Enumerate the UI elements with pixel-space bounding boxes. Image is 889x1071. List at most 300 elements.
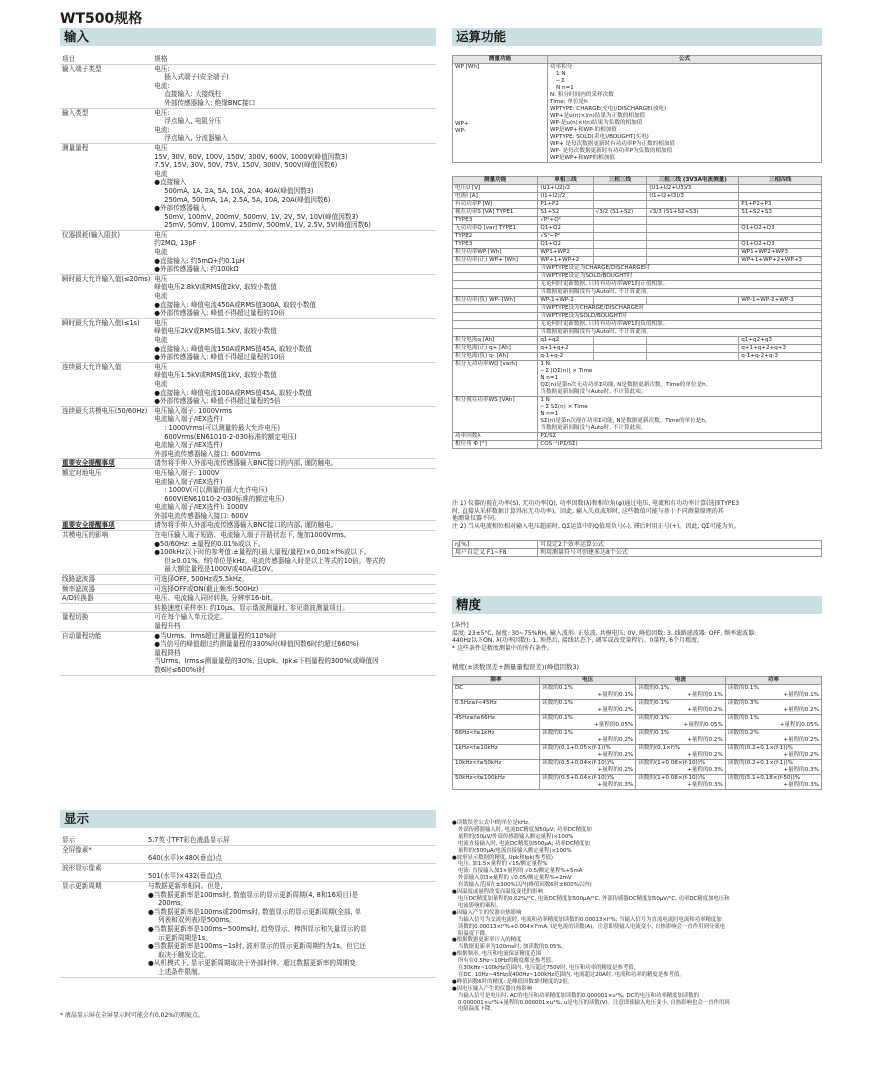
- accuracy-cell: [725, 685, 821, 700]
- display-spec-table: [60, 836, 436, 978]
- accuracy-cell: [636, 775, 726, 790]
- accuracy-reading: 读数的0.1%: [542, 685, 573, 691]
- spec-row: [60, 881, 436, 977]
- spec-line: 电流输入端子/IEX选件): [154, 415, 223, 424]
- accuracy-row: [453, 700, 822, 715]
- spec-line: 电压:: [154, 64, 170, 73]
- input-spec-table: [60, 55, 436, 676]
- accuracy-cell: [540, 730, 636, 745]
- wiring-row: [453, 337, 822, 345]
- wiring-cell: S1+S2: [538, 209, 593, 217]
- wp-formula-line: WP+ 是每次数据更新时有功功率P为正数的相加值: [550, 141, 676, 147]
- spec-line: 50mV, 100mV, 200mV, 500mV, 1V, 2V, 5V, 10V(峰值因数3): [164, 212, 359, 221]
- accuracy-col-header: 频率: [453, 677, 540, 685]
- wp-spacer: [455, 71, 545, 121]
- spec-line: 量程降档: [154, 648, 181, 657]
- wiring-cell: [593, 249, 647, 257]
- wp-col-formula: 公式: [548, 56, 822, 64]
- spec-row: [60, 863, 436, 881]
- wiring-row-label: 积分功率(正) WP+ [Wh]: [453, 257, 538, 265]
- wiring-row-label: 积分视在功率WS [VAh]: [453, 397, 538, 433]
- wiring-row-label: 积分电流(负) q- [Ah]: [453, 353, 538, 361]
- spec-line: ●100kHz以下时的参考值:±量程的(最大量程/量程)×0.001×f%或以下。: [154, 548, 371, 557]
- accuracy-frequency: 66Hz<f≤1kHz: [453, 730, 540, 745]
- spec-value: [152, 603, 436, 613]
- spec-key: 瞬时最大允许输入值(≤1s): [60, 318, 152, 362]
- spec-line: 电压:: [154, 108, 170, 117]
- spec-key: 全屏像素*: [60, 845, 146, 863]
- spec-key: A/D转换器: [60, 594, 152, 604]
- spec-row: [60, 845, 436, 863]
- wiring-row: [453, 289, 822, 297]
- compute-note-line: 时, 直接从采样数据计算得出无功功率)。因此, 输入失真波形时, 这些数值可能与基于不同测量原理的其: [452, 507, 724, 515]
- wiring-cell-note: 无论何时更新数据, 只将有功功率WP1的负值相加。: [538, 321, 822, 329]
- accuracy-reading: 读数的(0.5+0.04×(f-10))%: [542, 775, 615, 781]
- wiring-cell: √P²+Q²: [538, 217, 593, 225]
- spec-line: 请勿将手伸入外部电流传感器输入BNC接口的内部, 谨防触电。: [154, 521, 338, 530]
- accuracy-cell: [725, 715, 821, 730]
- accuracy-note-line: ●读数误差公式中f的单位是kHz。: [452, 820, 534, 826]
- wp-formula-line: WPTYPE: SOLD(卖电)/BOUGHT(买电): [550, 134, 649, 140]
- accuracy-notes: [452, 820, 822, 1013]
- accuracy-range: +量程的0.05%: [593, 722, 634, 728]
- spec-key: 连续最大共模电压(50/60Hz): [60, 406, 152, 459]
- wiring-cell: (U1+U2+U3)/3: [647, 185, 739, 193]
- spec-line: 600V(EN61010-2-030标准的额定电压): [164, 494, 285, 503]
- accuracy-frequency: 1kHz<f≤10kHz: [453, 745, 540, 760]
- accuracy-table: [452, 676, 822, 790]
- accuracy-row: [453, 760, 822, 775]
- spec-line: 可选择OFF, 500Hz或5.5kHz。: [154, 575, 248, 584]
- spec-line: 在电压输入端子短路、电流输入端子开路状态下, 施加1000Vrms。: [154, 531, 351, 540]
- accuracy-cell: [725, 760, 821, 775]
- wp-sub-label: WP-: [455, 128, 466, 134]
- accuracy-note-line: 在30kHz~100kHz范围内, 电压超过750V时, 电压和功率的精度是参考值。: [458, 965, 640, 972]
- accuracy-note-line: 在DC, 10Hz~45Hz或400Hz~100kHz范围内, 电流超过20A时, 电流和功率的精度是参考值。: [458, 971, 685, 978]
- spec-line: 电压: [154, 362, 168, 371]
- spec-line: ●当数据更新率是100ms或200ms时, 数值显示的显示更新周期(全部, 单: [148, 907, 362, 916]
- accuracy-reading: 读数的0.1%: [638, 700, 670, 706]
- wiring-cell: q-1+q-2: [538, 353, 593, 361]
- spec-line: 电压输入端子: 1000V: [154, 468, 220, 477]
- spec-key: [60, 603, 152, 613]
- spec-line: 直接输入: 大接线柱: [164, 90, 222, 99]
- wiring-row: [453, 305, 822, 313]
- accuracy-reading: 读数的(0.1×f)%: [638, 745, 681, 751]
- accuracy-condition-line: 温度: 23±5°C, 湿度: 30~75%RH, 输入波形: 正弦波, 共模电压: 0V, 峰值因数: 3, 线路滤波器: OFF, 频率滤波器:: [452, 629, 757, 637]
- display-footnote: * 液晶显示屏在全屏显示时可能会有0.02%的瑕疵点。: [60, 1012, 204, 1019]
- wiring-row-label: 积分功率(负) WP- [Wh]: [453, 297, 538, 305]
- spec-value: [152, 64, 436, 108]
- accuracy-note-line: 电阻温度下降。: [458, 1006, 496, 1013]
- accuracy-range: +量程的0.3%: [687, 767, 723, 773]
- wiring-cell: [647, 233, 739, 241]
- wiring-cell: q+1+q+2+q+3: [739, 345, 822, 353]
- wiring-cell: [593, 225, 647, 233]
- accuracy-note-line: ●因电压输入产生的仪器自热影响: [452, 985, 533, 992]
- accuracy-range: +量程的0.1%: [597, 692, 634, 698]
- spec-line: 示更新周期是1s。: [158, 933, 212, 942]
- spec-row: [60, 631, 436, 675]
- spec-line: 当Urms、Irms≤测量量程的30%, 且Upk、Ipk≤下档量程的300%(或峰值因: [154, 657, 379, 666]
- wiring-row-label: 积分电流(正) q+ [Ah]: [453, 345, 538, 353]
- accuracy-cell: [725, 745, 821, 760]
- spec-value: [152, 108, 436, 143]
- spec-line: 7.5V, 15V, 30V, 50V, 75V, 150V, 300V, 500V(峰值因数6): [154, 161, 338, 170]
- spec-line: 电压: [154, 230, 168, 239]
- spec-row: [60, 468, 436, 521]
- wiring-row-label: 功率因数λ: [453, 433, 538, 441]
- wiring-cell: [593, 185, 647, 193]
- accuracy-note-line: 读数的0.00013×I²%+0.004×I²mA, I是电流的读数(A)。注意即使输入电流变小, 自热影响会一直作用到分流电: [458, 923, 726, 930]
- wiring-row-label: TYPE2: [453, 233, 538, 241]
- compute-note-line: 注 1) 仪器的视在功率(S), 无功功率(Q), 功率因数(λ)和相位角(φ)通过电压, 电流和有功功率计算(选择TYPE3: [452, 500, 740, 507]
- accuracy-range: +量程的0.05%: [683, 722, 723, 728]
- spec-line: 外部电流传感器输入接口: 600V: [154, 511, 249, 520]
- spec-value: [152, 631, 436, 675]
- wiring-row: [453, 201, 822, 209]
- wiring-cell: Q1+Q2: [538, 225, 593, 233]
- wp-label: [453, 64, 548, 163]
- wiring-cell: [593, 297, 647, 305]
- accuracy-reading: 读数的(1+0.08×(f-10))%: [638, 775, 706, 781]
- accuracy-cell: [540, 700, 636, 715]
- wiring-row: [453, 345, 822, 353]
- accuracy-note-line: ●波形显示数据的精度, Upk和Ipk(参考值): [452, 854, 554, 861]
- wiring-formula-line: N n=1: [540, 411, 559, 417]
- wp-formula-line: WP是WP+和WP的相加值: [550, 155, 615, 161]
- accuracy-note-line: 电流影响的乘积。: [458, 902, 502, 909]
- wiring-row-label: TYPE3: [453, 217, 538, 225]
- spec-row: [60, 603, 436, 613]
- wiring-cell: [593, 353, 647, 361]
- spec-value: [146, 845, 436, 863]
- spec-line: ●从机模式下, 显示更新周期取决于外部时钟。超过数据更新率的周期变: [148, 959, 356, 968]
- accuracy-frequency: 45Hz≤f≤66Hz: [453, 715, 540, 730]
- wp-formula-line: WP+是u(n)×i(n)结果为正数的相加值: [550, 113, 646, 119]
- accuracy-range: +量程的0.3%: [783, 782, 819, 788]
- wp-main-label: WP [Wh]: [455, 64, 480, 70]
- spec-line: ●50/60Hz: ±量程的0.01%或以下。: [154, 539, 265, 548]
- wiring-cell-note: 当WPTYPE设定为CHARGE/DISCHARGE时: [538, 265, 822, 273]
- spec-line: 与数据更新率相同。但是,: [148, 881, 223, 890]
- wp-formula-line: ─ Σ: [556, 78, 565, 84]
- wiring-row: [453, 281, 822, 289]
- spec-row: [60, 594, 436, 604]
- wiring-row-label: 无功功率Q [var] TYPE1: [453, 225, 538, 233]
- accuracy-reading: 读数的(0.5+0.04×(f-10))%: [542, 760, 615, 766]
- spec-key: 自动量程功能: [60, 631, 152, 675]
- accuracy-reading: 读数的0.3%: [727, 700, 759, 706]
- wiring-header-row: [453, 177, 822, 185]
- accuracy-row: [453, 715, 822, 730]
- spec-line: 250mA, 500mA, 1A, 2.5A, 5A, 10A, 20A(峰值因数6): [164, 195, 331, 204]
- accuracy-range: +量程的0.2%: [597, 752, 634, 758]
- accuracy-frequency: 0.5Hz≤f<45Hz: [453, 700, 540, 715]
- spec-line: 电流: [154, 379, 168, 388]
- wiring-cell: [739, 185, 822, 193]
- compute-note-line: 注 2) 当从电流相位相对输入电压超前时, QΣ运算中的Q值用负号(-), 滞后时用正号(+)。因此, QΣ可能为负。: [452, 522, 740, 530]
- accuracy-condition-line: * 这些条件是精度测量中的所有条件。: [452, 644, 553, 652]
- wp-formula-line: 1 N: [556, 71, 566, 77]
- spec-value: [152, 613, 436, 631]
- accuracy-note-line: 电压: 加1.5×量程的 √15/额定量程%: [458, 861, 548, 868]
- wiring-cell: q1+q2+q3: [739, 337, 822, 345]
- wiring-row: [453, 353, 822, 361]
- wiring-cell: [739, 193, 822, 201]
- spec-line: 浮点输入, 电阻分压: [164, 117, 222, 126]
- spec-key: 额定对地电压: [60, 468, 152, 521]
- spec-line: ●直接输入: [154, 178, 187, 187]
- accuracy-range: +量程的0.1%: [783, 692, 819, 698]
- spec-header-row: [60, 55, 436, 64]
- accuracy-note-line: 外部传感器输入时, 电流DC精度加50μV; 功率DC精度加: [458, 826, 592, 833]
- accuracy-cell: [725, 700, 821, 715]
- accuracy-note-line: ●峰值因数6时的精度: 是峰值因数3时精度的2倍。: [452, 978, 573, 985]
- accuracy-range: +量程的0.2%: [597, 707, 634, 713]
- wp-col-function: 测量功能: [453, 56, 548, 64]
- accuracy-row: [453, 685, 822, 700]
- wiring-row: [453, 241, 822, 249]
- wiring-cell: WP1+WP2: [538, 249, 593, 257]
- wiring-cell: [647, 217, 739, 225]
- wiring-row-wq: [453, 361, 822, 397]
- spec-line: 浮点输入, 分流器输入: [164, 134, 228, 143]
- spec-row: [60, 459, 436, 469]
- wiring-cell: [593, 233, 647, 241]
- wiring-formula-line: ─ Σ SΣ(n) × Time: [540, 404, 588, 410]
- spec-line: ●外部传感器输入: [154, 204, 207, 213]
- wiring-row: [453, 441, 822, 449]
- spec-value: [152, 594, 436, 604]
- accuracy-frequency: 10kHz<f≤50kHz: [453, 760, 540, 775]
- spec-line: 外部传感器输入: 绝缘BNC接口: [164, 98, 256, 107]
- wiring-cell-note: 当WPTYPE设定为SOLD/BOUGHT时: [538, 273, 822, 281]
- wiring-row-label: 视在功率S [VA] TYPE1: [453, 209, 538, 217]
- spec-row: [60, 531, 436, 575]
- user-formula-value: 可设定2个效率运算公式: [538, 541, 822, 549]
- wiring-cell: [647, 225, 739, 233]
- spec-line: 电流输入端子/IEX选件): 1000V: [154, 503, 249, 512]
- spec-key: 输入端子类型: [60, 64, 152, 108]
- section-header-compute-label: 运算功能: [456, 29, 507, 44]
- accuracy-row: [453, 745, 822, 760]
- wiring-row-label: 积分电流q [Ah]: [453, 337, 538, 345]
- accuracy-cell: [725, 775, 821, 790]
- wiring-row: [453, 265, 822, 273]
- accuracy-range: +量程的0.05%: [779, 722, 819, 728]
- wp-formula-line: WP- 是每次数据更新时有功功率P为负数的相加值: [550, 148, 673, 154]
- wiring-cell: Q1+Q2+Q3: [739, 225, 822, 233]
- spec-line: 电流:: [154, 125, 170, 134]
- spec-line: 最大额定量程是1000V或40A或10V。: [164, 565, 278, 574]
- accuracy-note-line: 当数据更新率为100ms时, 加读数的0.05%。: [458, 944, 567, 951]
- accuracy-cell: [636, 685, 726, 700]
- spec-line: 500mA, 1A, 2A, 5A, 10A, 20A, 40A(峰值因数3): [164, 186, 314, 195]
- accuracy-reading: 读数的0.1%: [542, 730, 573, 736]
- accuracy-frequency: 50kHz<f≤100kHz: [453, 775, 540, 790]
- wiring-cell: (U1+U2)/2: [538, 185, 593, 193]
- wiring-cell: [593, 217, 647, 225]
- accuracy-note-line: 电流直接输入时, 电流DC精度加500μA; 功率DC精度加: [458, 840, 590, 847]
- section-header-display: [60, 810, 436, 828]
- user-formula-key: η[%]: [453, 541, 538, 549]
- wiring-cell: [739, 217, 822, 225]
- accuracy-note-line: 电流: 直接输入加3×量程的 √0.5/额定量程%+5mA: [458, 868, 583, 875]
- wiring-col-header: 三相三线: [593, 177, 647, 185]
- wp-formula-line: Time: 单位是h: [550, 99, 588, 105]
- accuracy-condition-label: [条件]: [452, 622, 469, 629]
- spec-line: 25mV, 50mV, 100mV, 250mV, 500mV, 1V, 2.5V, 5V(峰值因数6): [164, 221, 371, 230]
- spec-line: 外部电流传感器输入接口: 600Vrms: [154, 449, 261, 458]
- wp-formula-line: N: 积分时间内的采样次数: [550, 92, 614, 98]
- spec-line: [148, 846, 434, 855]
- accuracy-cell: [540, 685, 636, 700]
- accuracy-note-line: 量程的(500μA/电流直接输入额定量程)×100%: [458, 847, 572, 854]
- compute-wiring-table: [452, 176, 822, 449]
- wiring-cell: [647, 297, 739, 305]
- spec-value: [152, 362, 436, 406]
- accuracy-note-line: 有效输入范围在±300%以内(峰值因数6时±600%以内): [458, 882, 592, 889]
- spec-key: 仪器损耗(输入阻抗): [60, 230, 152, 274]
- wiring-row-label: 积分功率WP [Wh]: [453, 249, 538, 257]
- wiring-row: [453, 193, 822, 201]
- wiring-cell-note: 当WPTYPE设为SOLD/BOUGHT时: [538, 313, 822, 321]
- accuracy-range: +量程的0.2%: [597, 767, 634, 773]
- wiring-formula-line: QΣ(n)是第n次无功功率Σ功能, N是数据更新次数。Time的单位是h。: [540, 382, 712, 388]
- spec-line: 200ms。: [158, 899, 188, 908]
- spec-row: [60, 575, 436, 585]
- accuracy-frequency: DC: [453, 685, 540, 700]
- accuracy-cell: [636, 760, 726, 775]
- wiring-cell: [647, 201, 739, 209]
- accuracy-note-line: ●根据频率, 电压和电流保证精度范围: [452, 951, 541, 958]
- wiring-cell: [453, 289, 538, 297]
- accuracy-row: [453, 730, 822, 745]
- spec-line: 电流: [154, 292, 168, 301]
- user-formula-row: [453, 541, 822, 549]
- spec-col-spec: 规格: [152, 55, 436, 64]
- spec-line: 电压、电流输入同时转换, 分辨率16-bit。: [154, 594, 277, 603]
- spec-line: ●当信号的峰值超过约测量量程的330%时(峰值因数6时约超过660%): [154, 640, 359, 649]
- accuracy-cell: [540, 715, 636, 730]
- spec-value: [152, 575, 436, 585]
- accuracy-col-header: 电压: [540, 677, 636, 685]
- spec-row: [60, 406, 436, 459]
- wiring-col-header: 三相三线 (3V3A电流测量): [647, 177, 739, 185]
- wiring-cell: Q1+Q2: [538, 241, 593, 249]
- wiring-col-header: 测量功能: [453, 177, 538, 185]
- wiring-cell: P1+P2: [538, 201, 593, 209]
- spec-table: [60, 836, 436, 978]
- wiring-cell: [593, 193, 647, 201]
- accuracy-reading: 读数的(5.1+0.18×(f-50))%: [727, 775, 801, 781]
- wiring-formula-line: SΣ(n)是第n次视在功率Σ功能, N是数据更新次数。Time的单位是h。: [540, 418, 711, 424]
- spec-value: [152, 531, 436, 575]
- wiring-cell: [453, 281, 538, 289]
- accuracy-cell: [540, 775, 636, 790]
- accuracy-note-line: 量程的(50μV/外部传感器输入额定量程)×100%: [458, 833, 574, 840]
- spec-line: 电压: [154, 143, 168, 152]
- spec-row: [60, 64, 436, 108]
- wiring-cell-note: 当WPTYPE设为CHARGE/DISCHARGE时: [538, 305, 822, 313]
- spec-value: [152, 274, 436, 318]
- spec-value: [146, 881, 436, 977]
- wiring-cell: [647, 353, 739, 361]
- accuracy-reading: 读数的(0.2+0.1×(f-1))%: [727, 760, 793, 766]
- wiring-cell: [593, 337, 647, 345]
- wiring-cell: [453, 321, 538, 329]
- wiring-cell: WP-1+WP-2+WP-3: [739, 297, 822, 305]
- spec-row: [60, 362, 436, 406]
- spec-key: 重要安全提醒事项: [60, 459, 152, 469]
- section-header-accuracy: [452, 596, 822, 614]
- accuracy-note-line: ●根据数据更新率计入的精度: [452, 937, 522, 944]
- spec-line: 电流: [154, 169, 168, 178]
- wiring-row-label: 电压U [V]: [453, 185, 538, 193]
- wiring-cell: [453, 273, 538, 281]
- accuracy-note-line: ●因输入产生的仪器自热影响: [452, 909, 522, 916]
- spec-line: ●直接输入: 峰值电流150A或RMS值45A, 取较小数值: [154, 344, 312, 353]
- spec-table: [60, 55, 436, 676]
- spec-line: 电流: [154, 336, 168, 344]
- accuracy-range: +量程的0.2%: [783, 752, 819, 758]
- wiring-row: [453, 257, 822, 265]
- spec-line: 电压: [154, 274, 168, 283]
- accuracy-note-line: 当输入信号是电压时, AC的电压和功率精度加读数的0.000001×u²%; DC的电压和功率精度加读数的: [458, 992, 700, 999]
- accuracy-range: +量程的0.3%: [597, 782, 634, 788]
- wiring-cell-note: 当数据更新间隔没有与Auto时, 不计算此项。: [538, 289, 822, 297]
- accuracy-range: +量程的0.2%: [783, 707, 819, 713]
- spec-value: [152, 318, 436, 362]
- spec-value: [152, 459, 436, 469]
- accuracy-range: +量程的0.1%: [687, 692, 723, 698]
- spec-line: 电压: [154, 318, 168, 327]
- spec-line: 插入式端子(安全端子): [164, 73, 229, 82]
- accuracy-note-line: 当输入信号为交流电流时, 电流和功率精度加读数的0.00013×I²%; 当输入信号为直流电流时电流和功率精度加: [458, 916, 722, 923]
- spec-line: 可选择OFF或ON(截止频率:500Hz): [154, 584, 259, 593]
- wiring-cell: [647, 257, 739, 265]
- spec-line: 约2MΩ, 13pF: [154, 239, 197, 248]
- spec-line: 峰值电压2kV或RMS值1.5kV, 取较小数值: [154, 327, 277, 336]
- wiring-cell: [647, 249, 739, 257]
- spec-key: 测量量程: [60, 143, 152, 230]
- accuracy-range: +量程的0.2%: [597, 737, 634, 743]
- spec-row: [60, 613, 436, 631]
- spec-line: : 1000V(可以测量的最大允许电压): [164, 486, 268, 495]
- wiring-row-label: TYPE3: [453, 241, 538, 249]
- wiring-cell-note: 当数据更新间隔没有与Auto时, 不计算此项。: [538, 329, 822, 337]
- accuracy-note-line: ●因温度或量程改变而温度变化的影响: [452, 889, 543, 896]
- spec-line: 取决于触发设定。: [158, 950, 211, 959]
- user-formula-value: 利用测量符号可创建多达8个公式: [538, 549, 822, 557]
- section-header-display-label: 显示: [64, 811, 90, 826]
- spec-line: 量程升档: [154, 622, 181, 630]
- accuracy-reading: 读数的0.2%: [727, 730, 759, 736]
- accuracy-note-line: 外部输入加3×量程的 √0.05/额定量程%+2mV: [458, 875, 572, 882]
- wiring-cell: [647, 337, 739, 345]
- wp-header-row: [453, 56, 822, 64]
- wiring-row: [453, 185, 822, 193]
- spec-key: 波形显示像素: [60, 863, 146, 881]
- spec-line: 数6时≤600%)时: [154, 665, 206, 674]
- accuracy-range: +量程的0.2%: [687, 707, 723, 713]
- accuracy-note-line: 0.000001×u²%+量程的0.000001×u²%, u是电压的读数(V)。注意即使输入电压变小, 自热影响也会一直作用到: [458, 999, 730, 1006]
- wiring-col-header: 三相四线: [739, 177, 822, 185]
- wiring-formula-line: 当数据更新间隔没与Auto时, 不计算此项。: [540, 425, 647, 431]
- accuracy-cell: [636, 700, 726, 715]
- wiring-cell: [453, 265, 538, 273]
